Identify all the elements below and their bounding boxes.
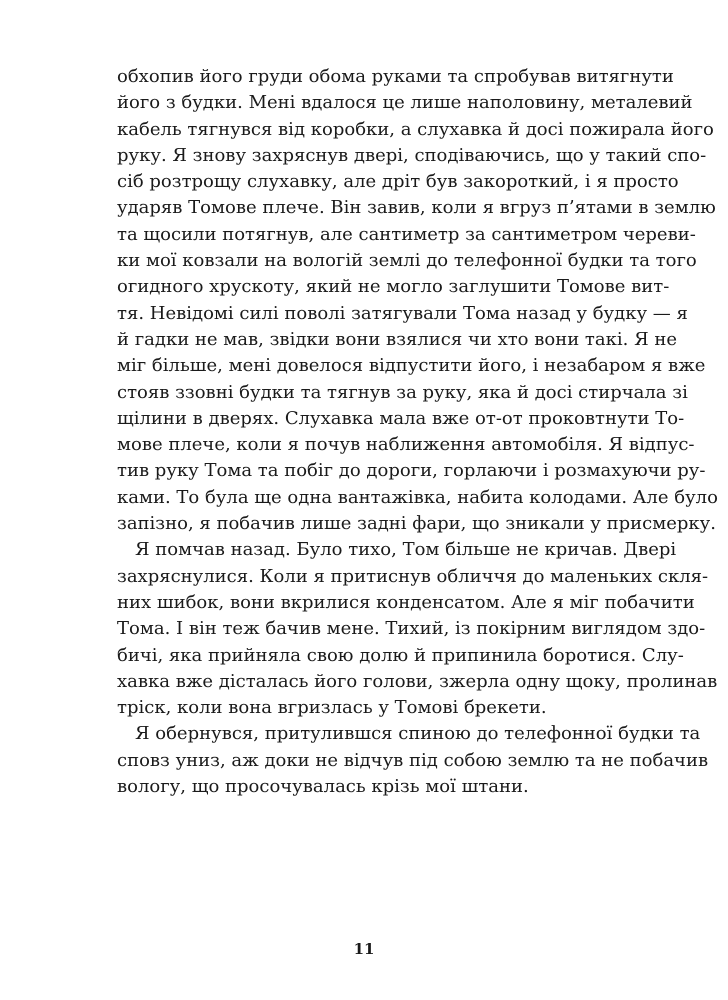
text-line: ки мої ковзали на вологій землі до телефонної будки та того [117, 250, 697, 272]
text-line: стояв ззовні будки та тягнув за руку, яка й досі стирчала зі [117, 381, 688, 403]
body-text [117, 64, 718, 800]
text-line: кабель тягнувся від коробки, а слухавка й досі пожирала його [117, 118, 714, 140]
text-line: огидного хрускоту, який не могло заглушити Томове вит- [117, 276, 670, 298]
paragraph [117, 721, 709, 800]
text-line: тив руку Тома та побіг до дороги, горлаючи і розмахуючи ру- [117, 460, 706, 482]
text-line: хавка вже дісталась його голови, зжерла одну щоку, пролинав [117, 670, 718, 692]
text-line: бичі, яка прийняла свою долю й припинила боротися. Слу- [117, 644, 684, 666]
text-line: Тома. І він теж бачив мене. Тихий, із покірним виглядом здо- [117, 618, 706, 640]
text-line: вологу, що просочувалась крізь мої штани. [117, 776, 529, 798]
page-number: 11 [353, 940, 375, 958]
text-line: Я помчав назад. Було тихо, Том більше не кричав. Двері [135, 539, 677, 561]
text-line: обхопив його груди обома руками та спробував витягнути [117, 66, 674, 87]
text-line: щілини в дверях. Слухавка мала вже от-от проковтнути То- [117, 407, 685, 429]
text-line: них шибок, вони вкрилися конденсатом. Але я міг побачити [117, 591, 695, 613]
text-line: ударяв Томове плече. Він завив, коли я вгруз п’ятами в землю [117, 197, 716, 219]
text-line: та щосили потягнув, але сантиметр за сантиметром череви- [117, 223, 696, 245]
text-line: тріск, коли вона вгризлась у Томові брекети. [117, 697, 547, 719]
text-line: тя. Невідомі силі поволі затягували Тома назад у будку — я [117, 302, 688, 324]
text-line: його з будки. Мені вдалося це лише наполовину, металевий [117, 92, 693, 114]
text-line: Я обернувся, притулившся спиною до телефонної будки та [135, 723, 701, 745]
paragraph [117, 537, 718, 721]
text-line: сіб розтрощу слухавку, але дріт був закороткий, і я просто [117, 171, 679, 193]
text-line: міг більше, мені довелося відпустити його, і незабаром я вже [117, 355, 706, 377]
text-line: сповз униз, аж доки не відчув під собою землю та не побачив [117, 749, 709, 771]
text-line: захряснулися. Коли я притиснув обличчя до маленьких скля- [117, 565, 709, 587]
text-line: й гадки не мав, звідки вони взялися чи хто вони такі. Я не [117, 328, 677, 350]
text-line: руку. Я знову захряснув двері, сподіваючись, що у такий спо- [117, 144, 707, 166]
paragraph [117, 64, 718, 537]
text-line: ками. То була ще одна вантажівка, набита колодами. Але було [117, 486, 718, 508]
text-line: мове плече, коли я почув наближення автомобіля. Я відпус- [117, 434, 695, 456]
text-line: запізно, я побачив лише задні фари, що зникали у присмерку. [117, 513, 716, 535]
